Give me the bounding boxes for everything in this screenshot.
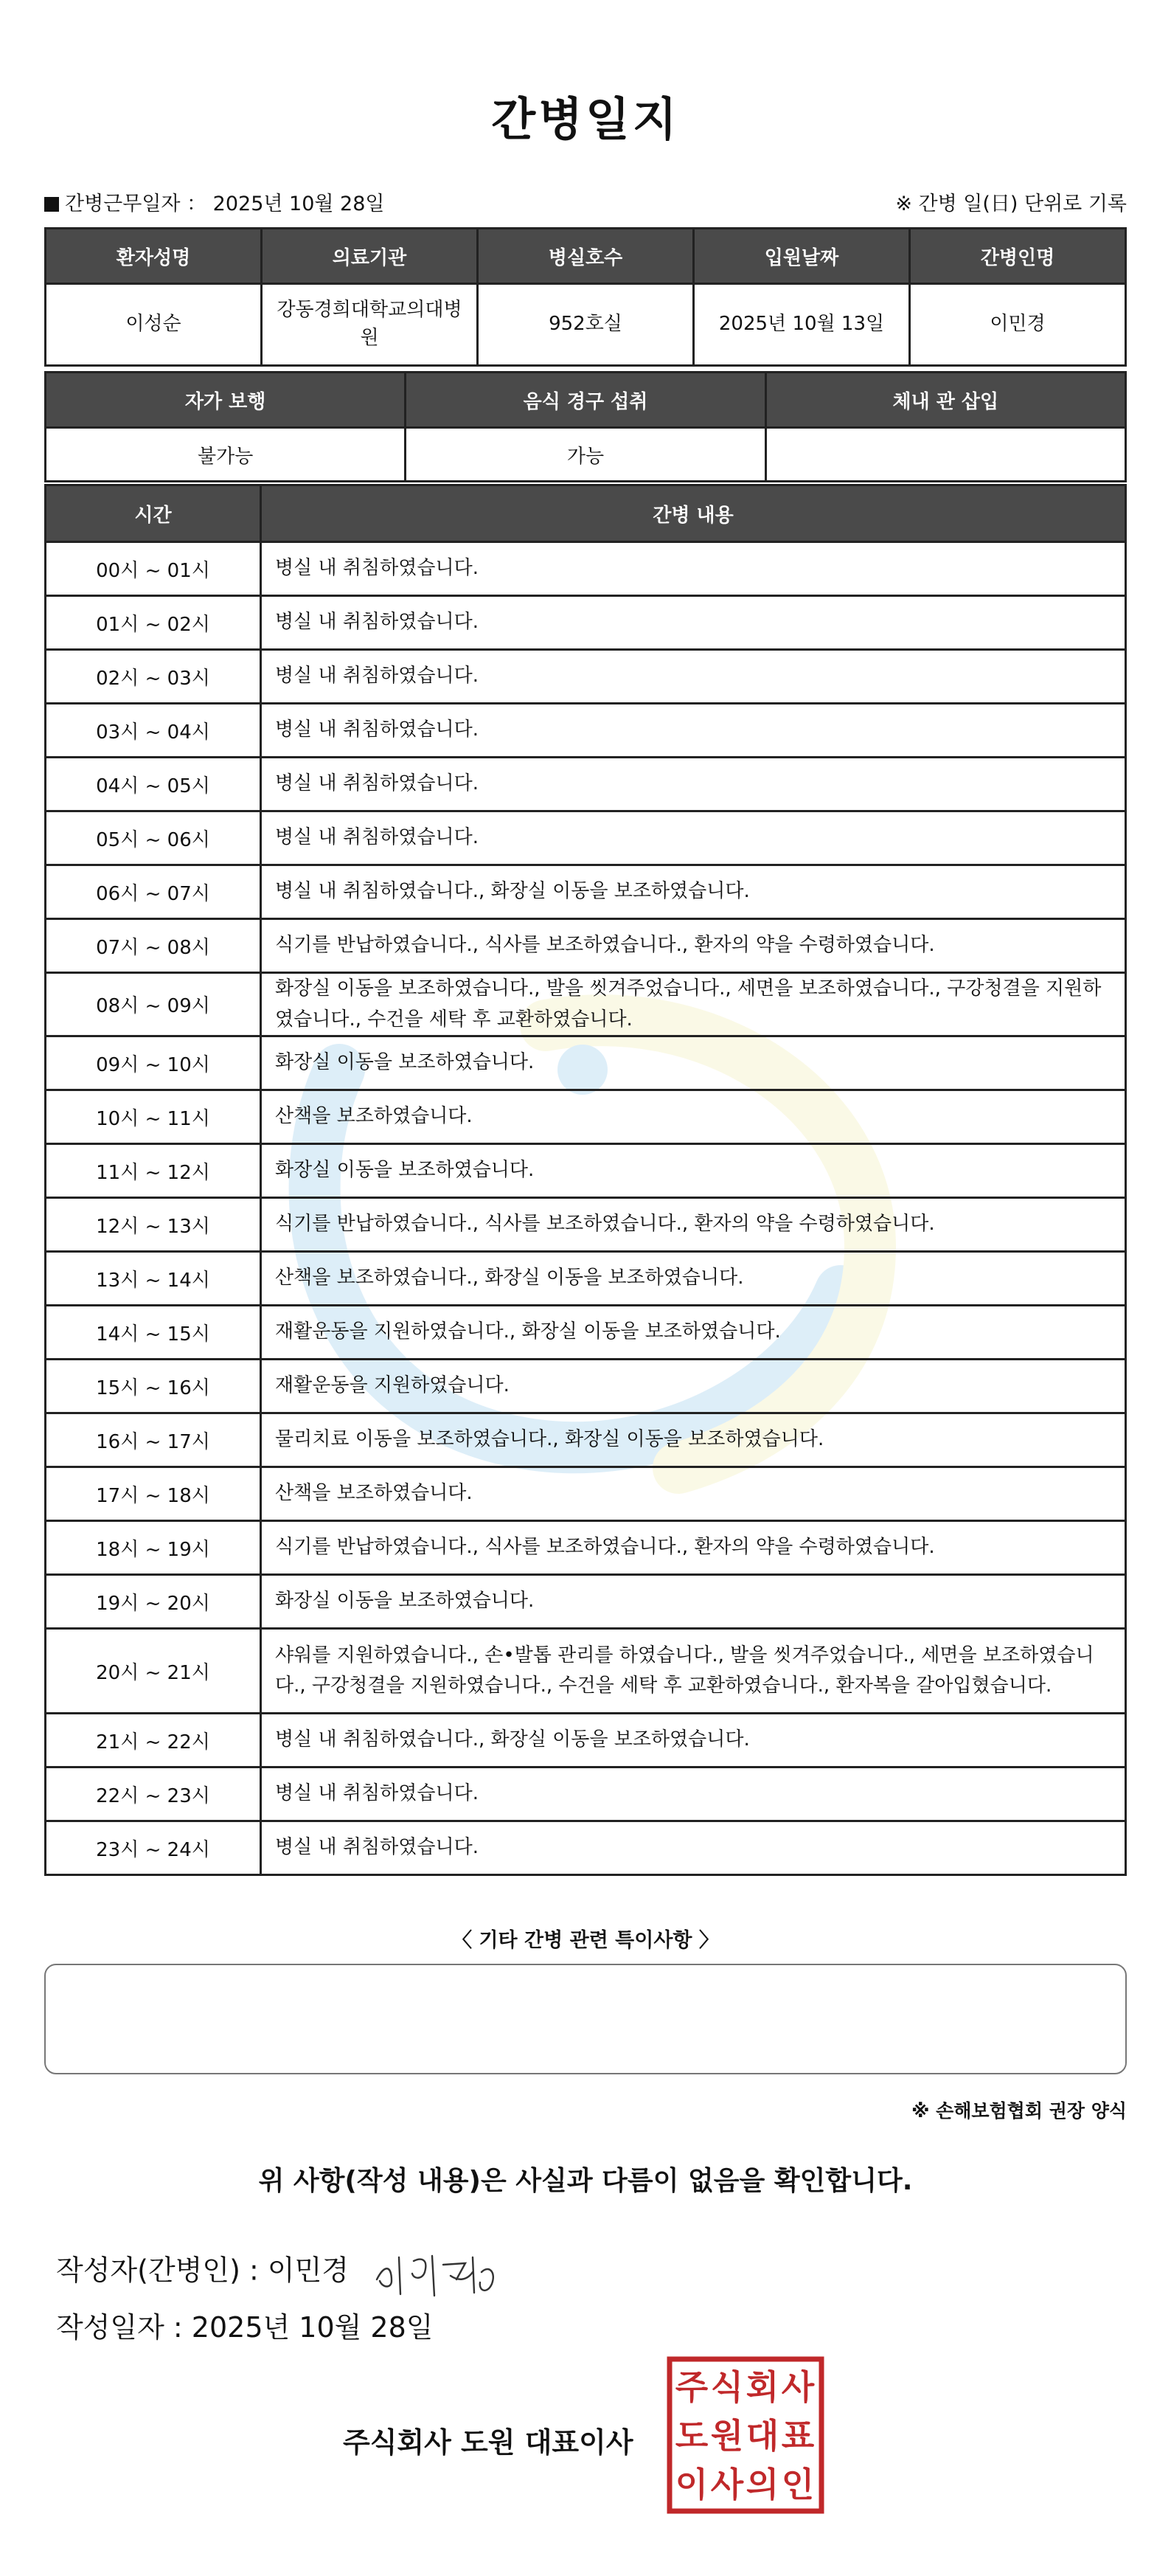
table-row bbox=[46, 1521, 1126, 1575]
table-row bbox=[46, 1198, 1126, 1252]
log-time-cell: 04시 ~ 05시 bbox=[46, 758, 261, 811]
table-row bbox=[46, 758, 1126, 811]
table-row bbox=[46, 1090, 1126, 1144]
table-row bbox=[46, 1629, 1126, 1714]
patient-info-value-row bbox=[46, 284, 1126, 366]
table-row bbox=[46, 1306, 1126, 1360]
header-care-content: 간병 내용 bbox=[261, 485, 1126, 542]
form-note: ※ 손해보험협회 권장 양식 bbox=[911, 2100, 1127, 2122]
document-title: 간병일지 bbox=[491, 92, 680, 146]
header-tube-insertion: 체내 관 삽입 bbox=[765, 373, 1125, 428]
special-notes-box bbox=[44, 1964, 1127, 2074]
log-time-cell: 18시 ~ 19시 bbox=[46, 1521, 261, 1575]
svg-text:인: 인 bbox=[781, 2465, 815, 2504]
svg-text:도: 도 bbox=[675, 2416, 709, 2456]
work-date-text: 간병근무일자 ： 2025년 10월 28일 bbox=[65, 193, 385, 215]
log-time-cell: 17시 ~ 18시 bbox=[46, 1467, 261, 1521]
patient-name: 이성순 bbox=[46, 284, 262, 366]
log-content-cell: 식기를 반납하였습니다., 식사를 보조하였습니다., 환자의 약을 수령하였습니다. bbox=[261, 919, 1126, 973]
log-time-cell: 11시 ~ 12시 bbox=[46, 1144, 261, 1198]
table-row bbox=[46, 973, 1126, 1036]
table-row bbox=[46, 650, 1126, 704]
log-content-cell: 병실 내 취침하였습니다. bbox=[261, 704, 1126, 758]
table-row bbox=[46, 1714, 1126, 1767]
log-content-cell: 화장실 이동을 보조하였습니다. bbox=[261, 1144, 1126, 1198]
log-content-cell: 병실 내 취침하였습니다. bbox=[261, 1767, 1126, 1821]
log-content-cell: 병실 내 취침하였습니다. bbox=[261, 758, 1126, 811]
log-time-cell: 22시 ~ 23시 bbox=[46, 1767, 261, 1821]
caregiver-name: 이민경 bbox=[910, 284, 1126, 366]
table-row bbox=[46, 704, 1126, 758]
table-row bbox=[46, 1360, 1126, 1413]
log-content-cell: 식기를 반납하였습니다., 식사를 보조하였습니다., 환자의 약을 수령하였습니다. bbox=[261, 1521, 1126, 1575]
svg-text:식: 식 bbox=[710, 2367, 744, 2407]
log-time-cell: 05시 ~ 06시 bbox=[46, 811, 261, 865]
patient-status-table bbox=[44, 371, 1127, 482]
log-time-cell: 06시 ~ 07시 bbox=[46, 865, 261, 919]
svg-text:이: 이 bbox=[675, 2465, 709, 2504]
log-time-cell: 03시 ~ 04시 bbox=[46, 704, 261, 758]
log-time-cell: 09시 ~ 10시 bbox=[46, 1036, 261, 1090]
table-row bbox=[46, 596, 1126, 650]
log-content-cell: 재활운동을 지원하였습니다. bbox=[261, 1360, 1126, 1413]
log-content-cell: 화장실 이동을 보조하였습니다., 발을 씻겨주었습니다., 세면을 보조하였습니다., 구강청결을 지원하였습니다., 수건을 세탁 후 교환하였습니다. bbox=[261, 973, 1126, 1036]
notes-label: 〈 기타 간병 관련 특이사항 〉 bbox=[452, 1929, 719, 1952]
log-content-cell: 물리치료 이동을 보조하였습니다., 화장실 이동을 보조하였습니다. bbox=[261, 1413, 1126, 1467]
log-content-cell: 병실 내 취침하였습니다. bbox=[261, 596, 1126, 650]
log-content-cell: 산책을 보조하였습니다., 화장실 이동을 보조하였습니다. bbox=[261, 1252, 1126, 1306]
header-patient-name: 환자성명 bbox=[46, 229, 262, 284]
svg-text:대: 대 bbox=[746, 2416, 779, 2456]
care-log-body bbox=[46, 542, 1126, 1875]
header-admission-date: 입원날짜 bbox=[694, 229, 910, 284]
log-content-cell: 병실 내 취침하였습니다. bbox=[261, 650, 1126, 704]
log-time-cell: 21시 ~ 22시 bbox=[46, 1714, 261, 1767]
svg-text:사: 사 bbox=[781, 2367, 815, 2407]
svg-text:주: 주 bbox=[675, 2367, 709, 2407]
log-content-cell: 병실 내 취침하였습니다., 화장실 이동을 보조하였습니다. bbox=[261, 865, 1126, 919]
svg-text:원: 원 bbox=[710, 2416, 744, 2456]
log-content-cell: 화장실 이동을 보조하였습니다. bbox=[261, 1036, 1126, 1090]
log-time-cell: 12시 ~ 13시 bbox=[46, 1198, 261, 1252]
log-time-cell: 23시 ~ 24시 bbox=[46, 1821, 261, 1875]
log-time-cell: 19시 ~ 20시 bbox=[46, 1575, 261, 1629]
log-time-cell: 01시 ~ 02시 bbox=[46, 596, 261, 650]
confirmation-statement: 위 사항(작성 내용)은 사실과 다름이 없음을 확인합니다. bbox=[258, 2166, 913, 2196]
log-time-cell: 20시 ~ 21시 bbox=[46, 1629, 261, 1714]
author-label: 작성자(간병인) : 이민경 bbox=[56, 2254, 349, 2287]
handwritten-signature bbox=[369, 2243, 502, 2302]
table-row bbox=[46, 542, 1126, 596]
care-log-table bbox=[44, 484, 1127, 1876]
log-time-cell: 08시 ~ 09시 bbox=[46, 973, 261, 1036]
log-content-cell: 화장실 이동을 보조하였습니다. bbox=[261, 1575, 1126, 1629]
log-time-cell: 00시 ~ 01시 bbox=[46, 542, 261, 596]
log-content-cell: 재활운동을 지원하였습니다., 화장실 이동을 보조하였습니다. bbox=[261, 1306, 1126, 1360]
table-row bbox=[46, 1767, 1126, 1821]
log-time-cell: 10시 ~ 11시 bbox=[46, 1090, 261, 1144]
log-content-cell: 병실 내 취침하였습니다. bbox=[261, 811, 1126, 865]
tube-insertion-value bbox=[765, 428, 1125, 482]
svg-text:회: 회 bbox=[746, 2367, 779, 2407]
header-hospital: 의료기관 bbox=[262, 229, 478, 284]
unit-note: ※ 간병 일(日) 단위로 기록 bbox=[895, 193, 1127, 215]
company-seal-stamp bbox=[664, 2353, 827, 2517]
log-content-cell: 병실 내 취침하였습니다. bbox=[261, 542, 1126, 596]
log-content-cell: 산책을 보조하였습니다. bbox=[261, 1090, 1126, 1144]
status-header-row bbox=[46, 373, 1126, 428]
table-row bbox=[46, 1821, 1126, 1875]
svg-text:사: 사 bbox=[710, 2465, 744, 2504]
log-time-cell: 07시 ~ 08시 bbox=[46, 919, 261, 973]
log-time-cell: 15시 ~ 16시 bbox=[46, 1360, 261, 1413]
status-value-row bbox=[46, 428, 1126, 482]
log-content-cell: 식기를 반납하였습니다., 식사를 보조하였습니다., 환자의 약을 수령하였습니다. bbox=[261, 1198, 1126, 1252]
log-time-cell: 14시 ~ 15시 bbox=[46, 1306, 261, 1360]
table-row bbox=[46, 1252, 1126, 1306]
table-row bbox=[46, 1467, 1126, 1521]
log-time-cell: 16시 ~ 17시 bbox=[46, 1413, 261, 1467]
log-content-cell: 산책을 보조하였습니다. bbox=[261, 1467, 1126, 1521]
log-header-row bbox=[46, 485, 1126, 542]
author-line bbox=[56, 2243, 502, 2302]
svg-text:의: 의 bbox=[746, 2465, 779, 2504]
header-oral-intake: 음식 경구 섭취 bbox=[406, 373, 765, 428]
company-signature-line: 주식회사 도원 대표이사 bbox=[343, 2426, 633, 2459]
oral-intake-value: 가능 bbox=[406, 428, 765, 482]
table-row bbox=[46, 1413, 1126, 1467]
log-time-cell: 13시 ~ 14시 bbox=[46, 1252, 261, 1306]
log-content-cell: 병실 내 취침하였습니다., 화장실 이동을 보조하였습니다. bbox=[261, 1714, 1126, 1767]
header-caregiver: 간병인명 bbox=[910, 229, 1126, 284]
table-row bbox=[46, 1144, 1126, 1198]
table-row bbox=[46, 865, 1126, 919]
log-time-cell: 02시 ~ 03시 bbox=[46, 650, 261, 704]
work-date bbox=[44, 187, 385, 216]
written-date: 작성일자 : 2025년 10월 28일 bbox=[56, 2311, 434, 2344]
room-number: 952호실 bbox=[478, 284, 694, 366]
square-bullet-icon bbox=[44, 197, 59, 212]
log-content-cell: 병실 내 취침하였습니다. bbox=[261, 1821, 1126, 1875]
table-row bbox=[46, 919, 1126, 973]
patient-info-table bbox=[44, 227, 1127, 367]
header-time: 시간 bbox=[46, 485, 261, 542]
patient-info-header-row bbox=[46, 229, 1126, 284]
table-row bbox=[46, 1036, 1126, 1090]
svg-text:표: 표 bbox=[781, 2416, 815, 2456]
hospital-name: 강동경희대학교의대병원 bbox=[262, 284, 478, 366]
header-room: 병실호수 bbox=[478, 229, 694, 284]
table-row bbox=[46, 811, 1126, 865]
log-content-cell: 샤워를 지원하였습니다., 손•발톱 관리를 하였습니다., 발을 씻겨주었습니다., 세면을 보조하였습니다., 구강청결을 지원하였습니다., 수건을 세탁 후 교환하였습니다., 환자복을 갈아입혔습니다. bbox=[261, 1629, 1126, 1714]
table-row bbox=[46, 1575, 1126, 1629]
admission-date: 2025년 10월 13일 bbox=[694, 284, 910, 366]
self-walking-value: 불가능 bbox=[46, 428, 406, 482]
header-self-walking: 자가 보행 bbox=[46, 373, 406, 428]
